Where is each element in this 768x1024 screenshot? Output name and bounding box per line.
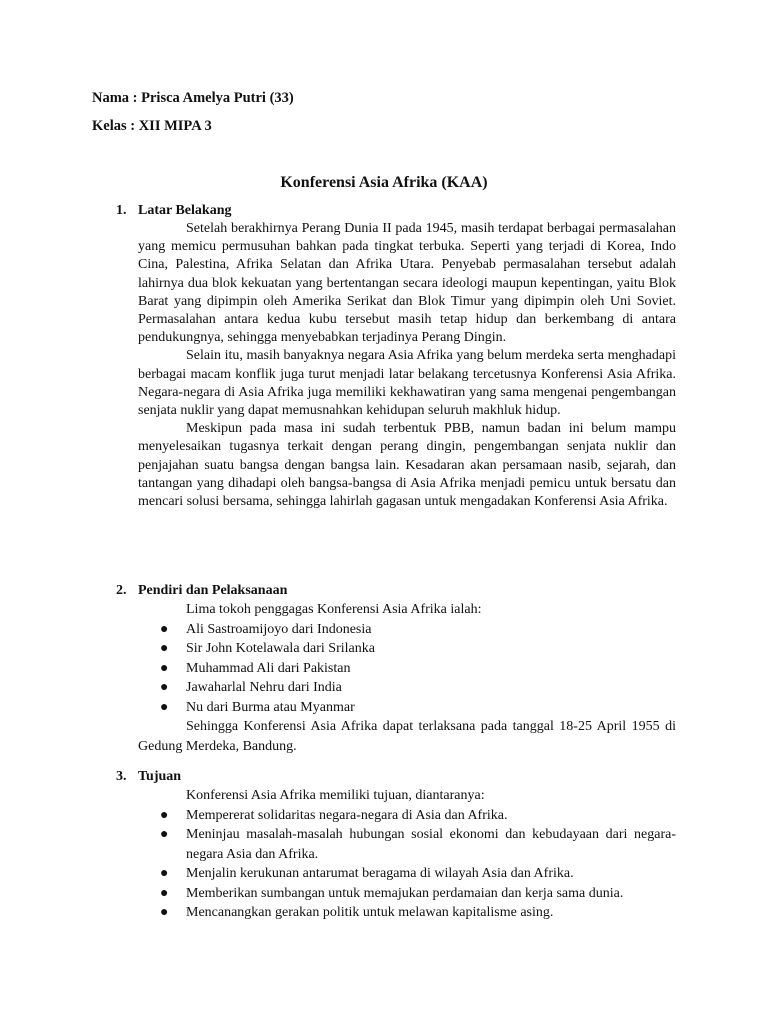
bullet-icon: ●: [160, 905, 169, 920]
list-item: ● Menjalin kerukunan antarumat beragama di wilayah Asia dan Afrika.: [138, 864, 676, 884]
bullet-icon: ●: [160, 621, 169, 637]
section-title: Pendiri dan Pelaksanaan: [138, 583, 288, 598]
bullet-icon: ●: [160, 680, 169, 695]
list-item: ● Ali Sastroamijoyo dari Indonesia: [138, 620, 676, 640]
student-class: Kelas : XII MIPA 3: [92, 118, 212, 134]
section-heading: [116, 582, 676, 600]
bullet-icon: ●: [160, 641, 169, 656]
bullet-icon: ●: [160, 660, 169, 676]
list-item: ● Meninjau masalah-masalah hubungan sosial ekonomi dan kebudayaan dari negara-negara Asia dan Afrika.: [160, 827, 676, 862]
list-item: ● Memberikan sumbangan untuk memajukan perdamaian dan kerja sama dunia.: [138, 884, 676, 904]
list-item: ● Mencanangkan gerakan politik untuk melawan kapitalisme asing.: [138, 903, 676, 923]
paragraph: Setelah berakhirnya Perang Dunia II pada 1945, masih terdapat berbagai permasalahan yang memicu permusuhan bahkan pada tingkat terbuka. Seperti yang terjadi di Korea, Indo Cina, Palestina, Afrika Selatan dan Afrika Utara. Penyebab permasalahan tersebut adalah lahirnya dua blok kekuatan yang bertentangan secara ideologi maupun kepentingan, yaitu Blok Barat yang dipimpin oleh Amerika Serikat dan Blok Timur yang dipimpin oleh Uni Soviet. Permasalahan antara kedua kubu tersebut masih tetap hidup dan berkembang di antara pendukungnya, sehingga menyebabkan terjadinya Perang Dingin.: [138, 221, 676, 346]
bullet-icon: ●: [160, 866, 169, 881]
section-tujuan: [116, 768, 676, 923]
list-item: ● Sir John Kotelawala dari Srilanka: [138, 639, 676, 659]
paragraph: Meskipun pada masa ini sudah terbentuk PBB, namun badan ini belum mampu menyelesaikan tugasnya terkait dengan perang dingin, pengembangan senjata nuklir dan penjajahan suatu bangsa dengan bangsa lain. Kesadaran akan persamaan nasib, sejarah, dan tantangan yang dihadapi oleh bangsa-bangsa di Asia Afrika menjadi pemicu untuk bersatu dan mencari solusi bersama, sehingga lahirlah gagasan untuk mengadakan Konferensi Asia Afrika.: [138, 421, 676, 510]
document-title: Konferensi Asia Afrika (KAA): [280, 174, 488, 191]
bullet-icon: ●: [160, 807, 169, 823]
section-closing: Sehingga Konferensi Asia Afrika dapat terlaksana pada tanggal 18-25 April 1955 di Gedung Merdeka, Bandung.: [138, 719, 676, 754]
bullet-icon: ●: [160, 699, 169, 715]
list-item: ● Jawaharlal Nehru dari India: [138, 678, 676, 698]
section-number: 2.: [116, 583, 127, 598]
section-intro: Konferensi Asia Afrika memiliki tujuan, diantaranya:: [186, 788, 485, 803]
bullet-icon: ●: [160, 827, 169, 842]
purpose-list: [138, 806, 676, 923]
paragraph: Selain itu, masih banyaknya negara Asia Afrika yang belum merdeka serta menghadapi berbagai macam konflik juga turut menjadi latar belakang tercetusnya Konferensi Asia Afrika. Negara-negara di Asia Afrika juga memiliki kekhawatiran yang sama mengenai pengembangan senjata nuklir yang dapat memusnahkan kehidupan seluruh makhluk hidup.: [138, 348, 676, 419]
section-latar-belakang: [116, 202, 676, 511]
student-name: Nama : Prisca Amelya Putri (33): [92, 90, 294, 106]
section-title: Tujuan: [138, 769, 182, 784]
section-title: Latar Belakang: [138, 203, 232, 218]
list-item: ● Muhammad Ali dari Pakistan: [138, 659, 676, 679]
list-item: ● Nu dari Burma atau Myanmar: [138, 698, 676, 718]
bullet-icon: ●: [160, 885, 169, 901]
section-number: 1.: [116, 203, 127, 218]
section-number: 3.: [116, 769, 127, 784]
founder-list: [138, 620, 676, 718]
section-heading: [116, 768, 676, 786]
section-heading: [116, 202, 676, 220]
section-intro: Lima tokoh penggagas Konferensi Asia Afrika ialah:: [186, 602, 482, 617]
section-pendiri-pelaksanaan: [116, 582, 676, 756]
list-item: ● Mempererat solidaritas negara-negara di Asia dan Afrika.: [138, 806, 676, 826]
